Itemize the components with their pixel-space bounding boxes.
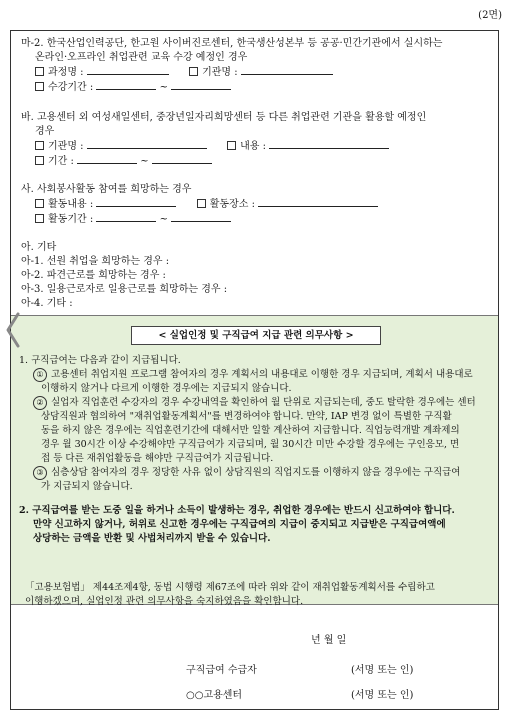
course-label: 과정명 : [48, 67, 84, 78]
item1-2c: 동을 하지 않은 경우에는 직업훈련기간에 대해서만 일할 계산하여 지급합니다. 직업능력개발 계좌제의 [41, 425, 460, 436]
a1-line: 아-1. 선원 취업을 희망하는 경우 : [21, 256, 170, 267]
a2-line: 아-2. 파견근로를 희망하는 경우 : [21, 270, 166, 281]
item1-3b: 가 지급되지 않습니다. [41, 481, 133, 492]
sa-content-checkbox[interactable] [35, 199, 44, 208]
ba-content-checkbox[interactable] [227, 141, 236, 150]
item1-1b: 이행하지 않거나 다르게 이행한 경우에는 지급되지 않습니다. [41, 383, 292, 394]
period-start-field[interactable] [96, 80, 156, 90]
sa-period-end[interactable] [171, 212, 231, 222]
ba-agency-checkbox[interactable] [35, 141, 44, 150]
agency-field[interactable] [241, 65, 333, 75]
ba-period-end[interactable] [152, 154, 212, 164]
notice-body [19, 354, 486, 546]
item1-2d: 경우 월 30시간 이상 수강해야만 구직급여가 지급되며, 월 30시간 미만 수강할 경우에는 구인응모, 면 [41, 439, 460, 450]
section-ba [11, 111, 498, 169]
sa-place-field[interactable] [258, 197, 378, 207]
ba-period-label: 기간 : [48, 156, 74, 167]
period-tilde: ~ [159, 82, 168, 93]
item1-1a: 고용센터 취업지원 프로그램 참여자의 경우 계획서의 내용대로 이행한 경우 지급되며, 계획서 내용대로 [51, 369, 473, 380]
form-frame [10, 30, 499, 710]
date-line: 년 월 일 [311, 635, 347, 646]
decl-line1: 「고용보험법」 제44조제4항, 동법 시행령 제67조에 따라 위와 같이 재취업활동계획서를 수립하고 [25, 582, 435, 593]
sa-content-label: 활동내용 : [48, 199, 94, 210]
section-ma2 [11, 37, 498, 95]
agency-label: 기관명 : [202, 67, 238, 78]
a-title: 아. 기타 [21, 242, 57, 253]
ba-period-checkbox[interactable] [35, 156, 44, 165]
sa-period-checkbox[interactable] [35, 214, 44, 223]
center-label: ○○고용센터 [186, 690, 243, 701]
item1-2e: 접 등 다른 재취업활동을 해야만 구직급여가 지급됩니다. [41, 453, 274, 464]
ba-period-tilde: ~ [140, 156, 149, 167]
center-signature[interactable]: (서명 또는 인) [351, 690, 414, 701]
item2c: 상당하는 금액을 반환 및 사법처리까지 받을 수 있습니다. [33, 533, 271, 544]
item2b: 만약 신고하지 않거나, 허위로 신고한 경우에는 구직급여의 지급이 중지되고 지급받은 구직급여액에 [33, 519, 446, 530]
circle-3: ③ [33, 466, 47, 480]
sa-period-label: 활동기간 : [48, 214, 94, 225]
item2a: 2. 구직급여를 받는 도중 일을 하거나 소득이 발생하는 경우, 취업한 경우에는 반드시 신고하여야 합니다. [19, 505, 455, 516]
a4-line: 아-4. 기타 : [21, 298, 73, 309]
ba-title-cont: 경우 [35, 126, 55, 137]
sa-period-start[interactable] [96, 212, 156, 222]
recipient-label: 구직급여 수급자 [186, 665, 257, 676]
circle-1: ① [33, 368, 47, 382]
period-checkbox[interactable] [35, 82, 44, 91]
ba-title: 바. 고용센터 외 여성새일센터, 중장년일자리희망센터 등 다른 취업관련 기관을 활용할 예정인 [21, 112, 427, 123]
agency-checkbox[interactable] [189, 67, 198, 76]
notice-title: < 실업인정 및 구직급여 지급 관련 의무사항 > [131, 326, 381, 345]
recipient-signature[interactable]: (서명 또는 인) [351, 665, 414, 676]
period-label: 수강기간 : [48, 82, 94, 93]
back-arrow-icon[interactable] [4, 310, 22, 350]
sa-period-tilde: ~ [159, 214, 168, 225]
item1-2b: 상담직원과 협의하여 "재취업활동계획서"를 변경하여야 합니다. 만약, IAP 변경 없이 특별한 구직활 [41, 411, 452, 422]
sa-place-checkbox[interactable] [197, 199, 206, 208]
item1-3a: 심층상담 참여자의 경우 정당한 사유 없이 상담직원의 직업지도를 이행하지 않을 경우에는 구직급여 [51, 467, 461, 478]
circle-2: ② [33, 396, 47, 410]
ba-content-field[interactable] [269, 139, 389, 149]
a3-line: 아-3. 일용근로자로 일용근로를 희망하는 경우 : [21, 284, 228, 295]
page-number: (2면) [478, 10, 502, 21]
item1-head: 1. 구직급여는 다음과 같이 지급됩니다. [19, 355, 181, 366]
item1-2a: 실업자 직업훈련 수강자의 경우 수강내역을 확인하여 월 단위로 지급되는데, 중도 탈락한 경우에는 센터 [51, 397, 476, 408]
sa-content-field[interactable] [96, 197, 176, 207]
ba-agency-label: 기관명 : [48, 141, 84, 152]
course-checkbox[interactable] [35, 67, 44, 76]
period-end-field[interactable] [171, 80, 231, 90]
course-field[interactable] [87, 65, 169, 75]
ba-content-label: 내용 : [240, 141, 266, 152]
section-sa [11, 183, 498, 227]
sa-place-label: 활동장소 : [209, 199, 255, 210]
obligations-notice [11, 315, 498, 605]
section-a [11, 241, 498, 311]
ba-agency-field[interactable] [87, 139, 207, 149]
ba-period-start[interactable] [77, 154, 137, 164]
ma2-title-cont: 온라인·오프라인 취업관련 교육 수강 예정인 경우 [35, 52, 248, 63]
sa-title: 사. 사회봉사활동 참여를 희망하는 경우 [21, 184, 192, 195]
decl-line2: 이행하겠으며, 실업인정 관련 의무사항을 숙지하였음을 확인합니다. [25, 596, 304, 607]
ma2-title: 마-2. 한국산업인력공단, 한고원 사이버진로센터, 한국생산성본부 등 공공·민간기관에서 실시하는 [21, 38, 443, 49]
declaration [25, 581, 484, 609]
